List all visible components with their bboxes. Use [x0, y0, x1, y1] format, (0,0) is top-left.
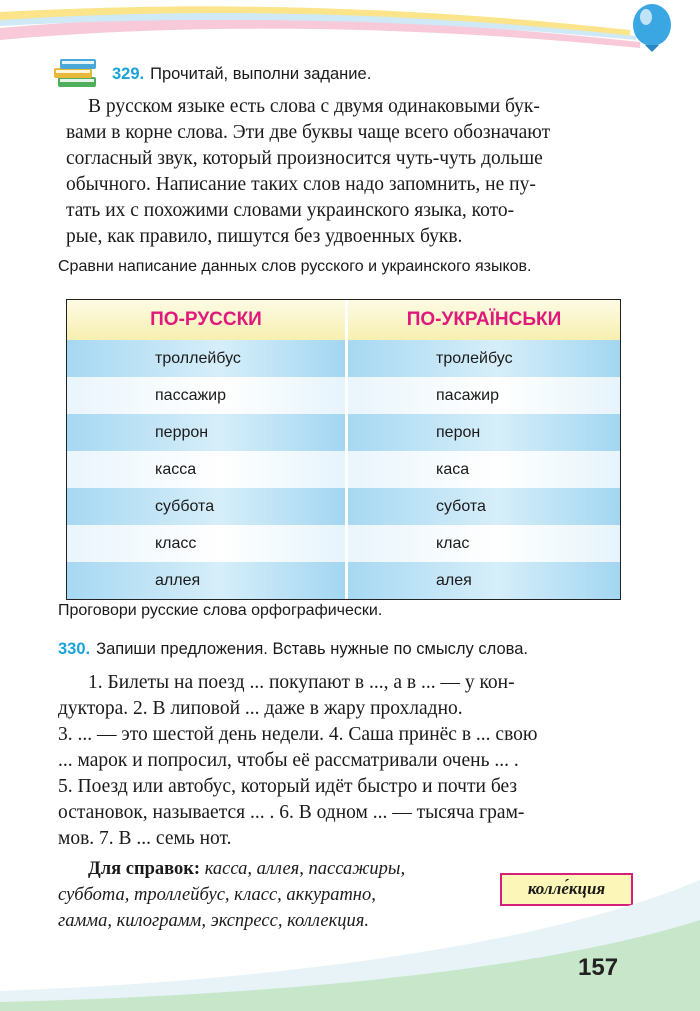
task-330-paragraph: [58, 670, 638, 852]
cell-ukrainian: каса: [348, 451, 620, 488]
paragraph-line: остановок, называется ... . 6. В одном ... — тысяча грам-: [58, 802, 525, 823]
cell-russian: класс: [67, 525, 348, 562]
reference-words: касса, аллея, пассажиры,: [204, 859, 406, 879]
pronounce-note: Проговори русские слова орфографически.: [58, 602, 383, 619]
cell-ukrainian: клас: [348, 525, 620, 562]
cell-ukrainian: алея: [348, 562, 620, 599]
table-header-row: [67, 300, 620, 340]
header-ukrainian: ПО-УКРАЇНСЬКИ: [348, 300, 620, 340]
page-number: 157: [578, 954, 619, 981]
cell-ukrainian: тролейбус: [348, 340, 620, 377]
cell-russian: перрон: [67, 414, 348, 451]
table-row: [67, 525, 620, 562]
top-decoration: [0, 0, 700, 60]
task-329-header: [112, 65, 371, 84]
paragraph-line: дуктора. 2. В липовой ... даже в жару прохладно.: [58, 698, 463, 719]
cell-russian: аллея: [67, 562, 348, 599]
cell-russian: суббота: [67, 488, 348, 525]
paragraph-line: обычного. Написание таких слов надо запомнить, не пу-: [66, 174, 536, 195]
task-number: 330.: [58, 640, 91, 658]
paragraph-line: тать их с похожими словами украинского языка, кото-: [66, 200, 515, 221]
table-row: [67, 451, 620, 488]
header-russian: ПО-РУССКИ: [67, 300, 348, 340]
table-row: [67, 488, 620, 525]
task-number: 329.: [112, 65, 145, 83]
reference-label: Для справок:: [88, 859, 201, 879]
cell-ukrainian: субота: [348, 488, 620, 525]
table-row: [67, 562, 620, 599]
paragraph-line: 1. Билеты на поезд ... покупают в ..., а в ... — у кон-: [88, 672, 515, 693]
paragraph-line: рые, как правило, пишутся без удвоенных букв.: [66, 226, 463, 247]
table-row: [67, 377, 620, 414]
task-329-paragraph: [66, 94, 636, 250]
paragraph-line: согласный звук, который произносится чуть-чуть дольше: [66, 148, 543, 169]
cell-ukrainian: пасажир: [348, 377, 620, 414]
paragraph-line: 3. ... — это шестой день недели. 4. Саша принёс в ... свою: [58, 724, 538, 745]
table-row: [67, 414, 620, 451]
bottom-decoration: [0, 880, 700, 1011]
task-330-header: [58, 640, 528, 659]
paragraph-line: В русском языке есть слова с двумя одинаковыми бук-: [88, 96, 540, 117]
cell-russian: троллейбус: [67, 340, 348, 377]
comparison-table: [66, 299, 621, 600]
paragraph-line: ... марок и попросил, чтобы её рассматривали очень ... .: [58, 750, 519, 771]
vocabulary-word-box: колле́кция: [500, 873, 633, 906]
paragraph-line: 5. Поезд или автобус, который идёт быстро и почти без: [58, 776, 518, 797]
reference-words: суббота, троллейбус, класс, аккуратно,: [58, 885, 376, 905]
table-row: [67, 340, 620, 377]
paragraph-line: мов. 7. В ... семь нот.: [58, 828, 232, 849]
cell-ukrainian: перон: [348, 414, 620, 451]
compare-instruction: Сравни написание данных слов русского и украинского языков.: [58, 258, 532, 275]
cell-russian: пассажир: [67, 377, 348, 414]
task-title: Прочитай, выполни задание.: [150, 65, 372, 83]
cell-russian: касса: [67, 451, 348, 488]
paragraph-line: вами в корне слова. Эти две буквы чаще всего обозначают: [66, 122, 551, 143]
task-title: Запиши предложения. Вставь нужные по смыслу слова.: [96, 640, 528, 658]
reference-words: гамма, килограмм, экспресс, коллекция.: [58, 911, 369, 931]
books-icon: [52, 55, 100, 91]
